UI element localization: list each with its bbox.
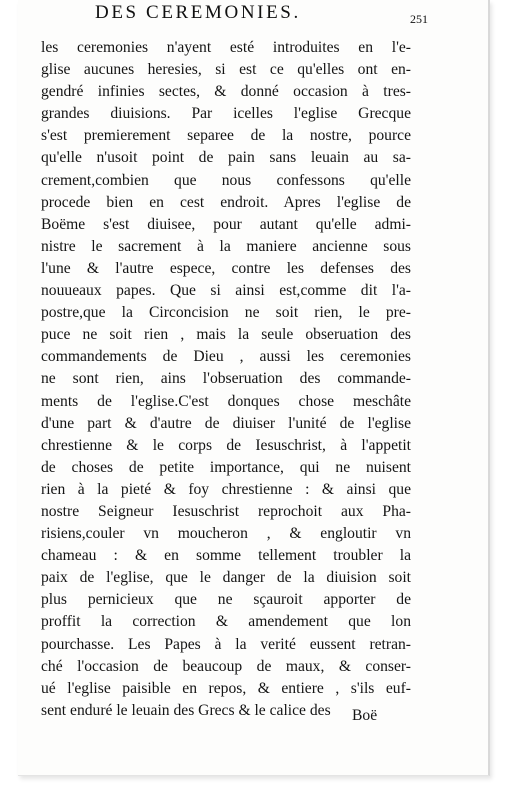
catchword: Boë [352,707,378,724]
text-line: sent enduré le leuain des Grecs & le calice des [41,701,331,719]
text-line: procede bien en cest endroit. Apres l'eglise de [41,193,411,211]
text-line: commandements de Dieu , aussi les ceremonies [41,348,411,366]
text-line: nistre le sacrement à la maniere ancienne sous [41,237,411,255]
text-line: crement,combien que nous confessons qu'elle [41,171,411,189]
text-line: plus pernicieux que ne sçauroit apporter de [41,591,411,609]
text-line: proffit la correction & amendement que lon [41,613,411,631]
running-title: DES CEREMONIES. [95,2,301,23]
page-number: 251 [410,12,428,26]
text-line: qu'elle n'usoit point de pain sans leuain au sa- [41,149,411,167]
text-line: postre,que la Circoncision ne soit rien, le pre- [41,304,411,322]
text-line: de choses de petite importance, qui ne nuisent [41,458,411,476]
text-line: ne sont rien, ains l'obseruation des commande- [41,370,411,388]
text-line: nouueaux papes. Que si ainsi est,comme dit l'a- [41,282,411,300]
text-line: puce ne soit rien , mais la seule obseruation des [41,326,411,344]
text-line: grandes diuisions. Par icelles l'eglise Grecque [41,105,411,123]
text-line: ué l'eglise paisible en repos, & entiere , s'ils euf- [41,679,411,697]
text-line: l'une & l'autre espece, contre les defenses des [41,259,411,277]
text-line: gendré infinies sectes, & donné occasion à tres- [41,83,411,101]
text-line: glise aucunes heresies, si est ce qu'elles ont en- [41,61,411,79]
text-line: chameau : & en somme tellement troubler la [41,547,411,565]
text-line: nostre Seigneur Iesuschrist reprochoit aux Pha- [41,502,411,520]
text-line: s'est premierement separee de la nostre, pource [41,127,411,145]
body-text [41,37,411,722]
text-line: chrestienne & le corps de Iesuschrist, à l'appetit [41,436,411,454]
page-header [40,2,430,32]
text-line: d'une part & d'autre de diuiser l'unité de l'eglise [41,414,411,432]
text-line: paix de l'eglise, que le danger de la diuision soit [41,569,411,587]
text-line: les ceremonies n'ayent esté introduites en l'e- [41,39,411,56]
text-line: pourchasse. Les Papes à la verité eussent retran- [41,635,411,653]
text-line: Boëme s'est diuisee, pour autant qu'elle admi- [41,215,411,233]
text-line: rien à la pieté & foy chrestienne : & ainsi que [41,480,411,498]
text-line: risiens,couler vn moucheron , & engloutir vn [41,525,411,543]
text-line: ché l'occasion de beaucoup de maux, & conser- [41,657,411,675]
text-line: ments de l'eglise.C'est donques chose meschâte [41,392,411,410]
